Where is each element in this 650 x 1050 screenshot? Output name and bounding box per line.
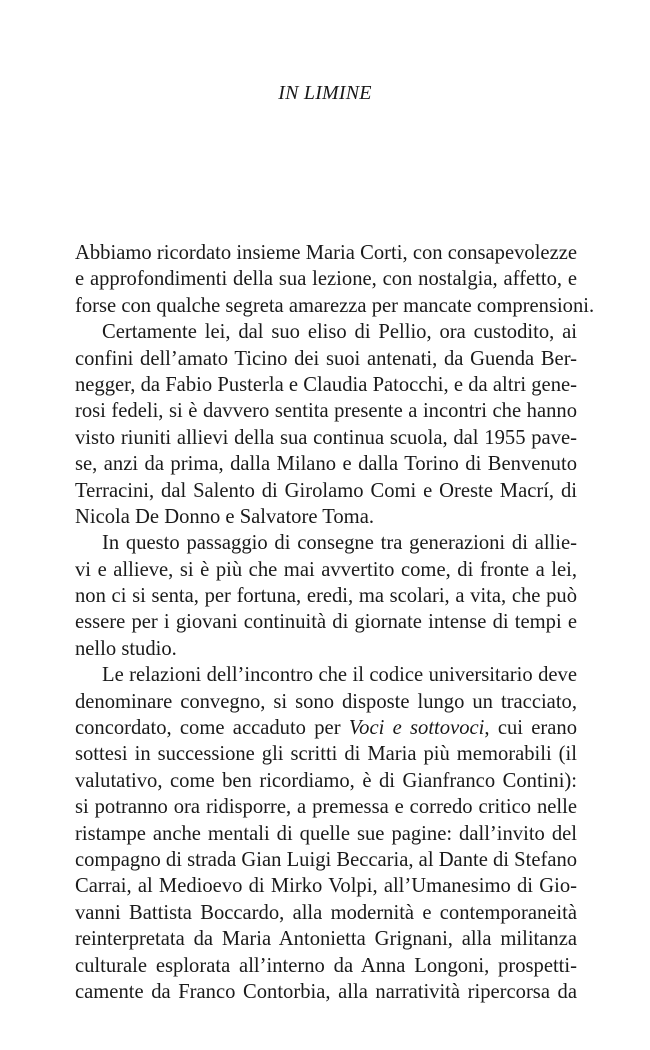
- book-title-italic: Voci e sottovoci: [348, 717, 485, 740]
- paragraph-2: [75, 319, 577, 530]
- text-line: Certamente lei, dal suo eliso di Pellio, ora custodito, ai: [102, 321, 577, 344]
- text-line: [75, 715, 577, 741]
- paragraph-1: [75, 240, 595, 319]
- text-line: se, anzi da prima, dalla Milano e dalla Torino di Benvenuto: [75, 453, 577, 476]
- body-text: [75, 240, 595, 1005]
- text-line: Carrai, al Medioevo di Mirko Volpi, all’Umanesimo di Gio-: [75, 875, 577, 898]
- text-line: Abbiamo ricordato insieme Maria Corti, con consapevolezze: [75, 242, 577, 264]
- text-line: compagno di strada Gian Luigi Beccaria, al Dante di Stefano: [75, 848, 578, 871]
- text-line: valutativo, come ben ricordiamo, è di Gianfranco Contini):: [75, 769, 577, 792]
- text-segment: concordato, come accaduto per: [75, 717, 349, 740]
- text-line: culturale esplorata all’interno da Anna Longoni, prospetti-: [75, 954, 577, 977]
- text-line: confini dell’amato Ticino dei suoi antenati, da Guenda Ber-: [75, 347, 577, 370]
- text-line: visto riuniti allievi della sua continua scuola, dal 1955 pave-: [75, 426, 577, 449]
- text-line: rosi fedeli, si è davvero sentita presente a incontri che hanno: [75, 400, 577, 423]
- text-line: sottesi in successione gli scritti di Maria più memorabili (il: [75, 743, 577, 766]
- text-line: Nicola De Donno e Salvatore Toma.: [75, 505, 374, 528]
- text-line: nello studio.: [75, 637, 177, 660]
- text-segment: , cui erano: [484, 717, 578, 740]
- text-line: ristampe anche mentali di quelle sue pagine: dall’invito del: [75, 822, 577, 845]
- text-line: essere per i giovani continuità di giornate intense di tempi e: [75, 611, 577, 634]
- text-line: reinterpretata da Maria Antonietta Grignani, alla militanza: [75, 928, 577, 951]
- text-line: non ci si senta, per fortuna, eredi, ma scolari, a vita, che può: [75, 585, 577, 608]
- text-line: vanni Battista Boccardo, alla modernità e contemporaneità: [75, 901, 577, 924]
- paragraph-4: [75, 662, 577, 1005]
- text-line: Terracini, dal Salento di Girolamo Comi e Oreste Macrí, di: [75, 479, 577, 502]
- text-line: forse con qualche segreta amarezza per mancate comprensioni.: [75, 294, 595, 317]
- text-line: e approfondimenti della sua lezione, con nostalgia, affetto, e: [75, 268, 577, 291]
- text-line: negger, da Fabio Pusterla e Claudia Patocchi, e da altri gene-: [75, 373, 577, 396]
- text-line: In questo passaggio di consegne tra generazioni di allie-: [102, 532, 577, 555]
- paragraph-3: [75, 530, 577, 662]
- text-line: denominare convegno, si sono disposte lungo un tracciato,: [75, 690, 577, 713]
- chapter-title: IN LIMINE: [278, 82, 372, 104]
- text-line: camente da Franco Contorbia, alla narratività ripercorsa da: [75, 980, 577, 1003]
- text-line: Le relazioni dell’incontro che il codice universitario deve: [102, 664, 577, 687]
- text-line: vi e allieve, si è più che mai avvertito come, di fronte a lei,: [75, 558, 577, 581]
- text-line: si potranno ora ridisporre, a premessa e corredo critico nelle: [75, 796, 577, 819]
